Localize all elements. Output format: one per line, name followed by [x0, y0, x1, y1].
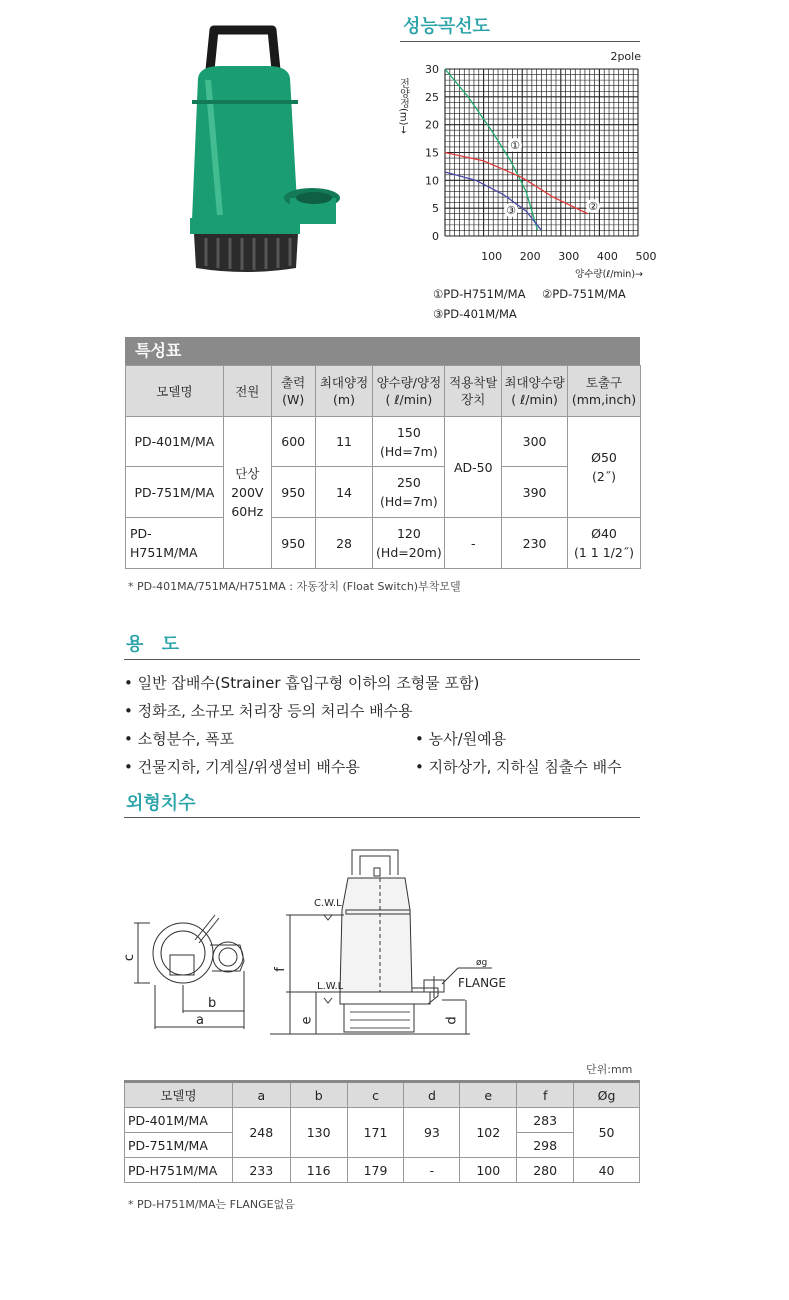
y-tick-label: 20 [425, 118, 439, 132]
cell-maxflow: 300 [502, 417, 568, 467]
cell-head: 11 [315, 417, 373, 467]
cell-power: 단상 200V 60Hz [223, 417, 271, 569]
cell-b: 130 [290, 1108, 347, 1158]
cell-model: PD-401M/MA [125, 1108, 233, 1133]
cell-coupling: - [445, 518, 502, 569]
cell-model: PD-401M/MA [126, 417, 224, 467]
table-row [126, 467, 641, 518]
header-outlet: 토출구 (mm,inch) [567, 366, 640, 417]
series-label: ③ [506, 204, 516, 217]
usage-item: • 소형분수, 폭포 [124, 730, 235, 748]
chart-legend-1: ①PD-H751M/MA [433, 287, 526, 301]
cell-head: 14 [315, 467, 373, 518]
spec-title: 특성표 [125, 337, 640, 365]
y-tick-label: 5 [432, 202, 439, 216]
usage-item: • 지하상가, 지하실 침출수 배수 [415, 758, 622, 776]
cell-outlet: Ø40 (1 1 1/2˝) [567, 518, 640, 569]
cell-f: 283 [517, 1108, 574, 1133]
cell-c: 171 [347, 1108, 404, 1158]
dim-label-cwl: C.W.L [314, 898, 342, 909]
x-tick-label: 500 [635, 250, 657, 263]
dim-label-d: d [444, 1016, 460, 1025]
cell-d: 93 [404, 1108, 460, 1158]
table-row [125, 1158, 640, 1183]
cell-d: - [404, 1158, 460, 1183]
cell-head: 28 [315, 518, 373, 569]
chart-title: 성능곡선도 [403, 16, 490, 37]
cell-output: 950 [271, 518, 315, 569]
x-tick-label: 100 [481, 250, 503, 263]
spec-note: * PD-401MA/751MA/H751MA : 자동장치 (Float Switch)부착모델 [128, 580, 461, 593]
cell-output: 600 [271, 417, 315, 467]
dim-label-e: e [299, 1016, 315, 1025]
cell-maxflow: 390 [502, 467, 568, 518]
chart-pole-label: 2pole [610, 50, 641, 63]
cell-a: 233 [232, 1158, 290, 1183]
dim-label-flange: FLANGE [458, 976, 506, 990]
y-tick-label: 25 [425, 90, 439, 104]
header-model: 모델명 [126, 366, 224, 417]
dim-header: c [347, 1082, 404, 1108]
header-flow: 양수량/양정 ( ℓ/min) [373, 366, 445, 417]
cell-e: 100 [460, 1158, 517, 1183]
header-coupling: 적용착탈 장치 [445, 366, 502, 417]
usage-item: • 농사/원예용 [415, 730, 507, 748]
x-tick-label: 400 [596, 250, 618, 263]
cell-a: 248 [232, 1108, 290, 1158]
chart-legend-3: ③PD-401M/MA [433, 307, 517, 321]
cell-model: PD- H751M/MA [126, 518, 224, 569]
table-row [125, 1108, 640, 1133]
header-maxflow: 최대양수량 ( ℓ/min) [502, 366, 568, 417]
x-tick-label: 200 [519, 250, 541, 263]
cell-flow: 250 (Hd=7m) [373, 467, 445, 518]
dim-label-b: b [208, 996, 217, 1011]
side-view-drawing [260, 840, 510, 1040]
dimension-title: 외형치수 [126, 793, 196, 814]
header-head: 최대양정 (m) [315, 366, 373, 417]
series-label: ② [588, 200, 598, 213]
unit-label: 단위:mm [586, 1063, 633, 1076]
performance-chart [395, 44, 657, 284]
cell-e: 102 [460, 1108, 517, 1158]
usage-title: 용 도 [126, 634, 186, 655]
series-line [445, 69, 538, 230]
pump-photo [180, 20, 360, 280]
y-axis-label: 전양정(m)→ [397, 78, 409, 134]
cell-g: 40 [574, 1158, 640, 1183]
dimension-note: * PD-H751M/MA는 FLANGE없음 [128, 1198, 295, 1211]
header-power: 전원 [223, 366, 271, 417]
dim-header: e [460, 1082, 517, 1108]
usage-item: • 건물지하, 기계실/위생설비 배수용 [124, 758, 360, 776]
dim-label-f: f [272, 967, 288, 972]
usage-item: • 정화조, 소규모 처리장 등의 처리수 배수용 [124, 702, 413, 720]
spec-table [125, 365, 641, 569]
header-output: 출력 (W) [271, 366, 315, 417]
dim-label-c: c [122, 953, 138, 962]
cell-maxflow: 230 [502, 518, 568, 569]
cell-f: 280 [517, 1158, 574, 1183]
chart-title-rule [400, 41, 640, 42]
cell-flow: 120 (Hd=20m) [373, 518, 445, 569]
chart-legend-2: ②PD-751M/MA [542, 287, 626, 301]
y-tick-label: 30 [425, 63, 439, 76]
x-axis-label: 양수량(ℓ/min)→ [575, 269, 643, 280]
table-row [126, 518, 641, 569]
dim-label-og: øg [476, 958, 488, 968]
dim-header: 모델명 [125, 1082, 233, 1108]
y-tick-label: 10 [425, 174, 439, 188]
top-view-drawing [120, 905, 260, 1035]
y-tick-label: 0 [432, 230, 439, 243]
cell-model: PD-H751M/MA [125, 1158, 233, 1183]
dim-header: Øg [574, 1082, 640, 1108]
dim-label-lwl: L.W.L [317, 981, 344, 992]
series-label: ① [510, 139, 520, 152]
cell-flow: 150 (Hd=7m) [373, 417, 445, 467]
dim-header: a [232, 1082, 290, 1108]
table-row [126, 417, 641, 467]
cell-b: 116 [290, 1158, 347, 1183]
cell-output: 950 [271, 467, 315, 518]
cell-model: PD-751M/MA [126, 467, 224, 518]
dimension-table [124, 1080, 640, 1183]
dim-header: f [517, 1082, 574, 1108]
dim-label-a: a [196, 1013, 204, 1028]
cell-model: PD-751M/MA [125, 1133, 233, 1158]
x-tick-label: 300 [558, 250, 580, 263]
cell-f: 298 [517, 1133, 574, 1158]
cell-c: 179 [347, 1158, 404, 1183]
cell-g: 50 [574, 1108, 640, 1158]
usage-item: • 일반 잡배수(Strainer 흡입구형 이하의 조형물 포함) [124, 674, 480, 692]
dim-header: d [404, 1082, 460, 1108]
dim-header: b [290, 1082, 347, 1108]
cell-coupling: AD-50 [445, 417, 502, 518]
dimension-rule [124, 817, 640, 818]
usage-rule [124, 659, 640, 660]
y-tick-label: 15 [425, 146, 439, 160]
cell-outlet: Ø50 (2˝) [567, 417, 640, 518]
